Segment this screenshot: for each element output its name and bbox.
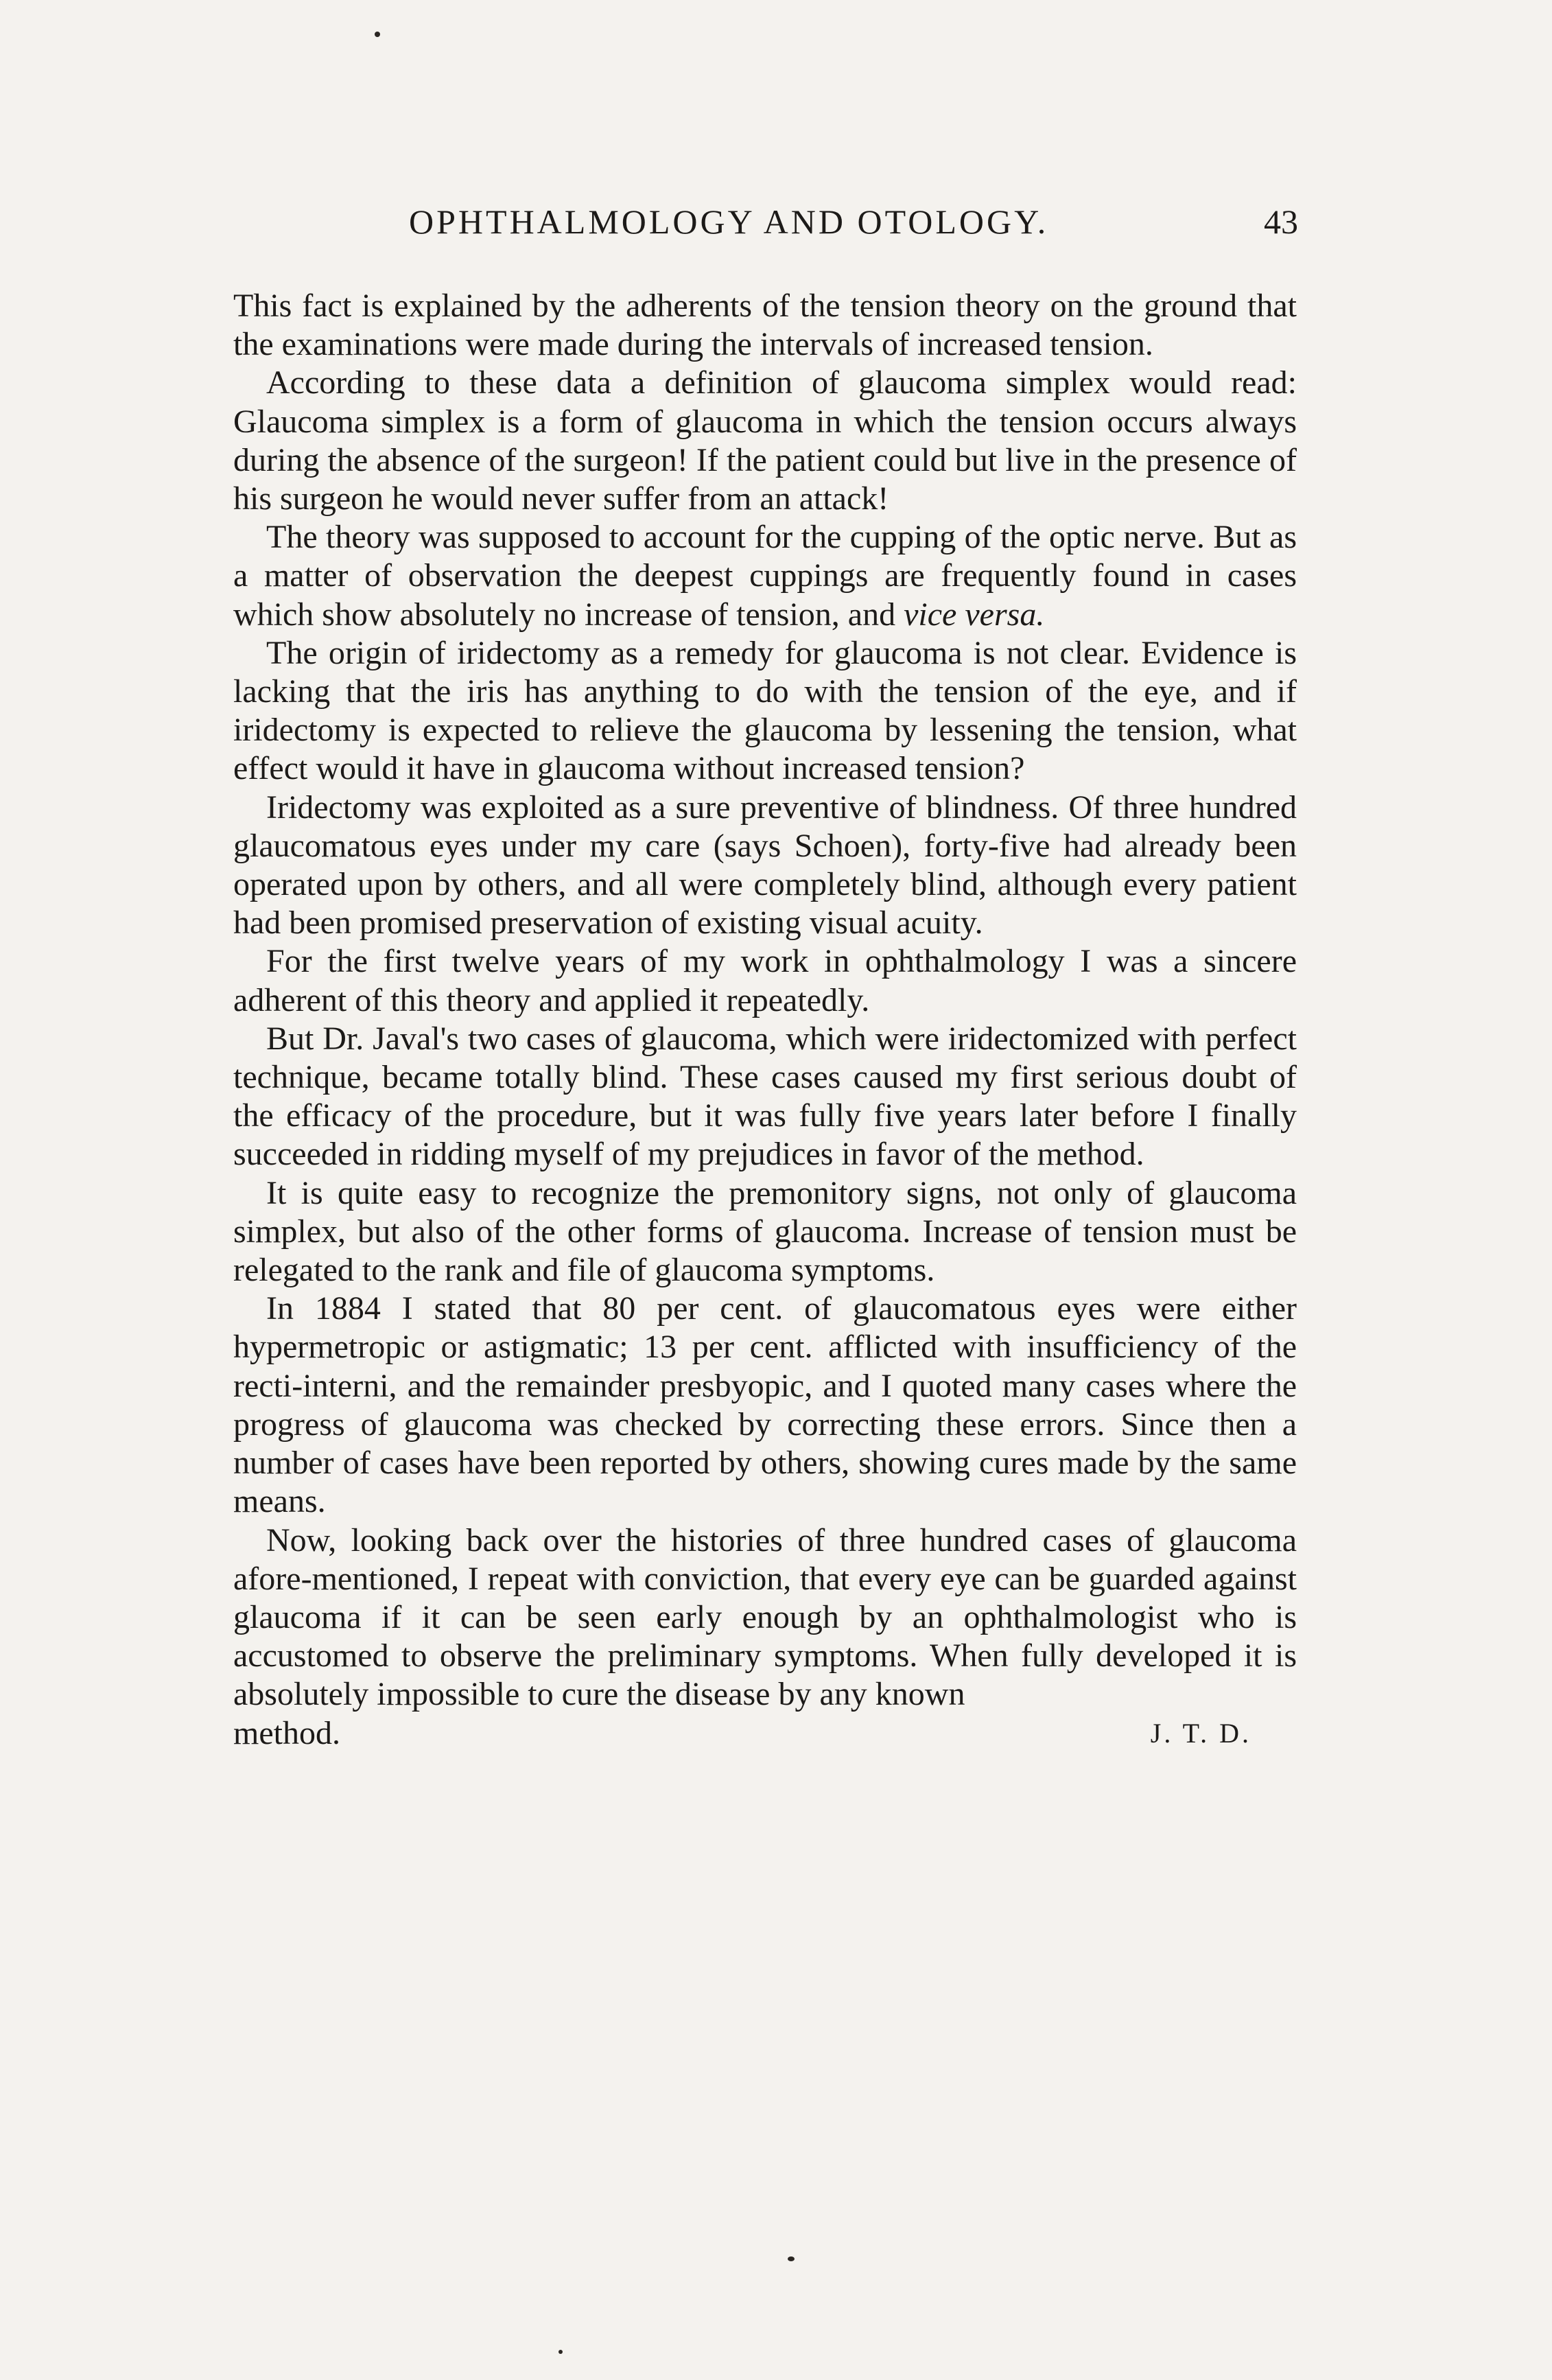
author-signature: J. T. D.: [1150, 1717, 1251, 1749]
paragraph-cupping: [233, 518, 1297, 634]
paragraph-iridectomy-exploited: Iridectomy was exploited as a sure preventive of blindness. Of three hundred glaucomatous eyes under my care (says Schoen), forty-five had already been operated upon by others, and all were completely blind, although every patient had been promised preservation of existing visual acuity.: [233, 789, 1297, 942]
running-head: OPHTHALMOLOGY AND OTOLOGY.: [409, 202, 1049, 241]
signature-line: [233, 1714, 1297, 1753]
paragraph-premonitory-signs: It is quite easy to recognize the premonitory signs, not only of glaucoma simplex, but also of the other forms of glaucoma. Increase of tension must be relegated to the rank and file of glaucoma symptoms.: [233, 1174, 1297, 1289]
print-speck: [559, 2350, 563, 2354]
paragraph-tension-theory: This fact is explained by the adherents of the tension theory on the ground that the examinations were made during the intervals of increased tension.: [233, 288, 1297, 363]
paragraph-cupping-italic: vice versa.: [904, 596, 1045, 633]
page-header: [242, 202, 1298, 257]
paragraph-first-twelve-years: For the first twelve years of my work in ophthalmology I was a sincere adherent of this theory and applied it repeatedly.: [233, 943, 1297, 1018]
paragraph-conclusion: [233, 1521, 1297, 1714]
paragraph-iridectomy-origin: The origin of iridectomy as a remedy for glaucoma is not clear. Evidence is lacking that the iris has anything to do with the tension of the eye, and if iridectomy is expected to relieve the glaucoma by lessening the tension, what effect would it have in glaucoma without increased tension?: [233, 634, 1297, 787]
page-number: 43: [1264, 202, 1298, 241]
article-body: [233, 287, 1297, 1753]
print-speck: [375, 32, 380, 37]
conclusion-last-word: method.: [233, 1714, 340, 1751]
paragraph-cupping-text: The theory was supposed to account for the cupping of the optic nerve. But as a matter of observation the deepest cuppings are frequently found in cases which show absolutely no increase of tension, and: [233, 519, 1297, 633]
paragraph-javal-cases: But Dr. Javal's two cases of glaucoma, which were iridectomized with perfect technique, became totally blind. These cases caused my first serious doubt of the efficacy of the procedure, but it was fully five years later before I finally succeeded in ridding myself of my prejudices in favor of the method.: [233, 1020, 1297, 1173]
paragraph-definition: According to these data a definition of glaucoma simplex would read: Glaucoma simplex is a form of glaucoma in which the tension occurs always during the absence of the surgeon! If the patient could but live in the presence of his surgeon he would never suffer from an attack!: [233, 364, 1297, 517]
print-speck: [788, 2256, 795, 2261]
paragraph-conclusion-text: Now, looking back over the histories of three hundred cases of glaucoma afore-mentioned, I repeat with conviction, that every eye can be guarded against glaucoma if it can be seen early enough by an ophthalmologist who is accustomed to observe the preliminary symptoms. When fully developed it is absolutely impossible to cure the disease by any known: [233, 1521, 1297, 1713]
paragraph-1884-statement: In 1884 I stated that 80 per cent. of glaucomatous eyes were either hypermetropic or astigmatic; 13 per cent. afflicted with insufficiency of the recti-interni, and the remainder presbyopic, and I quoted many cases where the progress of glaucoma was checked by correcting these errors. Since then a number of cases have been reported by others, showing cures made by the same means.: [233, 1290, 1297, 1520]
